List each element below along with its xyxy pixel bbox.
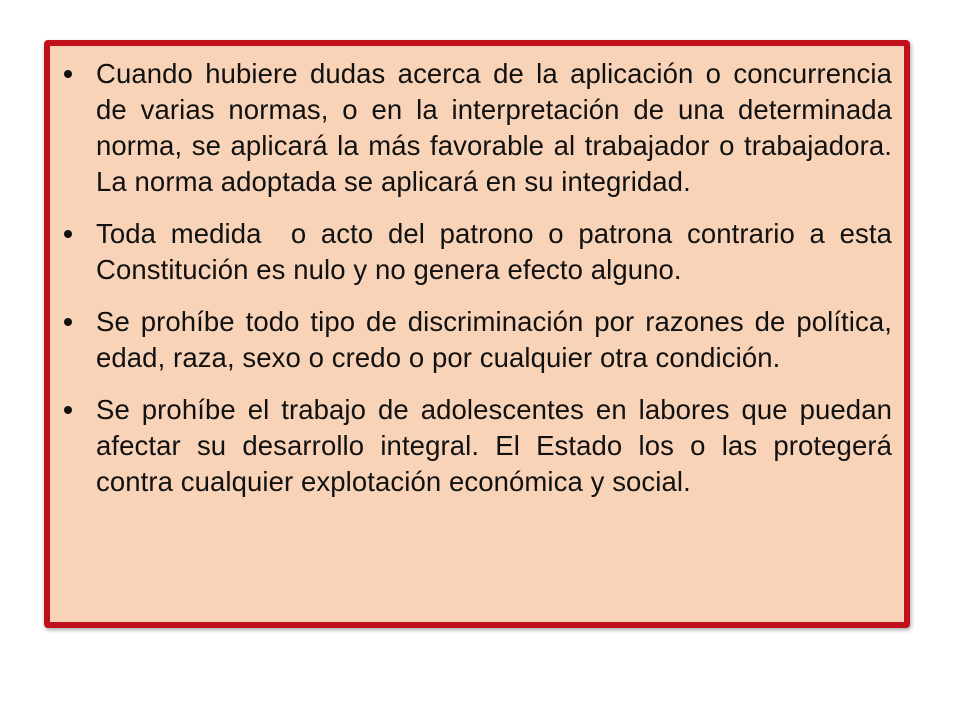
list-item — [64, 56, 892, 200]
content-box — [44, 40, 910, 628]
list-item — [64, 392, 892, 500]
list-item — [64, 216, 900, 288]
bullet-icon — [64, 318, 72, 326]
bullet-text: Se prohíbe todo tipo de discriminación por razones de política, edad, raza, sexo o credo o por cualquier otra condición. — [96, 306, 892, 373]
bullet-icon — [64, 70, 72, 78]
bullet-list — [64, 56, 900, 516]
bullet-icon — [64, 406, 72, 414]
bullet-text: Cuando hubiere dudas acerca de la aplicación o concurrencia de varias normas, o en la interpretación de una determinada norma, se aplicará la más favorable al trabajador o trabajadora. La norma adoptada se aplicará en su integridad. — [96, 58, 892, 197]
list-item — [64, 304, 892, 376]
bullet-text: Se prohíbe el trabajo de adolescentes en labores que puedan afectar su desarrollo integral. El Estado los o las protegerá contra cualquier explotación económica y social. — [96, 394, 892, 497]
bullet-icon — [64, 230, 72, 238]
bullet-text: Toda medida o acto del patrono o patrona contrario a esta Constitución es nulo y no genera efecto alguno. — [96, 218, 900, 285]
